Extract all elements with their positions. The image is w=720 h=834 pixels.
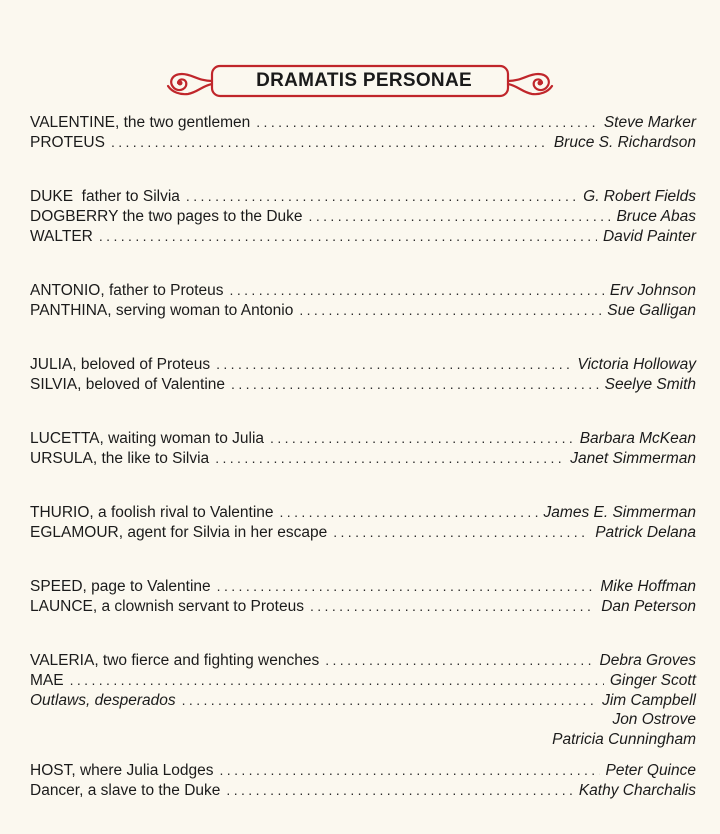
cast-row bbox=[30, 132, 696, 152]
dot-leader bbox=[226, 780, 572, 800]
actor-name: Jon Ostrove bbox=[612, 711, 696, 728]
role-name: HOST, where Julia Lodges bbox=[30, 762, 214, 779]
role-name: PROTEUS bbox=[30, 134, 105, 151]
dot-leader bbox=[186, 186, 577, 206]
dot-leader bbox=[230, 280, 604, 300]
title-banner bbox=[0, 62, 720, 102]
actor-name: Seelye Smith bbox=[604, 376, 696, 393]
cast-group bbox=[30, 112, 696, 152]
role-name: ANTONIO, father to Proteus bbox=[30, 282, 224, 299]
dot-leader bbox=[220, 760, 600, 780]
actor-name: Bruce S. Richardson bbox=[553, 134, 696, 151]
cast-row bbox=[30, 428, 696, 448]
role-name: URSULA, the like to Silvia bbox=[30, 450, 210, 467]
cast-row bbox=[30, 354, 696, 374]
cast-row bbox=[30, 206, 696, 226]
dot-leader bbox=[325, 650, 593, 670]
cast-group bbox=[30, 428, 696, 468]
cast-row bbox=[30, 374, 696, 394]
actor-name: Steve Marker bbox=[603, 114, 696, 131]
cast-group bbox=[30, 650, 696, 750]
page-title: DRAMATIS PERSONAE bbox=[256, 70, 472, 91]
actor-name: Peter Quince bbox=[605, 762, 696, 779]
cast-row bbox=[30, 576, 696, 596]
dot-leader bbox=[231, 374, 599, 394]
cast-row bbox=[30, 186, 696, 206]
role-name: JULIA, beloved of Proteus bbox=[30, 356, 211, 373]
actor-name: Barbara McKean bbox=[579, 430, 696, 447]
cast-group bbox=[30, 502, 696, 542]
dot-leader bbox=[216, 354, 571, 374]
role-name: SPEED, page to Valentine bbox=[30, 578, 211, 595]
dot-leader bbox=[310, 596, 595, 616]
role-name: SILVIA, beloved of Valentine bbox=[30, 376, 226, 393]
cast-row bbox=[30, 522, 696, 542]
cast-row bbox=[30, 300, 696, 320]
actor-name: Patrick Delana bbox=[595, 524, 696, 541]
actor-name: Debra Groves bbox=[599, 652, 696, 669]
actor-name: Ginger Scott bbox=[609, 672, 696, 689]
role-name: EGLAMOUR, agent for Silvia in her escape bbox=[30, 524, 328, 541]
cast-row bbox=[30, 690, 696, 710]
role-name: DOGBERRY the two pages to the Duke bbox=[30, 208, 303, 225]
role-name: VALERIA, two fierce and fighting wenches bbox=[30, 652, 320, 669]
cast-row bbox=[30, 760, 696, 780]
actor-name: Jim Campbell bbox=[602, 692, 696, 709]
cast-row bbox=[30, 112, 696, 132]
cast-group bbox=[30, 760, 696, 800]
role-name: DUKE father to Silvia bbox=[30, 188, 180, 205]
role-name: MAE bbox=[30, 672, 64, 689]
cast-row bbox=[30, 670, 696, 690]
actor-name: Mike Hoffman bbox=[600, 578, 696, 595]
actor-name: James E. Simmerman bbox=[543, 504, 696, 521]
dot-leader bbox=[280, 502, 538, 522]
cast-group bbox=[30, 354, 696, 394]
dot-leader bbox=[215, 448, 564, 468]
actor-name: David Painter bbox=[602, 228, 696, 245]
actor-name: Kathy Charchalis bbox=[578, 782, 696, 799]
role-name: LAUNCE, a clownish servant to Proteus bbox=[30, 598, 304, 615]
actor-name: Patricia Cunningham bbox=[552, 731, 696, 748]
cast-row bbox=[30, 780, 696, 800]
dot-leader bbox=[299, 300, 601, 320]
role-name: LUCETTA, waiting woman to Julia bbox=[30, 430, 265, 447]
actor-name: Erv Johnson bbox=[609, 282, 696, 299]
role-name: WALTER bbox=[30, 228, 93, 245]
dot-leader bbox=[217, 576, 595, 596]
actor-name: Sue Galligan bbox=[607, 302, 696, 319]
role-name: Dancer, a slave to the Duke bbox=[30, 782, 221, 799]
cast-row bbox=[30, 596, 696, 616]
actor-name: Bruce Abas bbox=[616, 208, 696, 225]
actor-name: G. Robert Fields bbox=[583, 188, 696, 205]
cast-group bbox=[30, 186, 696, 246]
dot-leader bbox=[70, 670, 604, 690]
cast-row bbox=[30, 448, 696, 468]
actor-name: Victoria Holloway bbox=[577, 356, 696, 373]
dot-leader bbox=[309, 206, 611, 226]
dot-leader bbox=[111, 132, 548, 152]
role-name: Outlaws, desperados bbox=[30, 692, 176, 709]
dot-leader bbox=[256, 112, 598, 132]
cast-list bbox=[30, 112, 696, 834]
actor-name: Dan Peterson bbox=[601, 598, 696, 615]
role-name: THURIO, a foolish rival to Valentine bbox=[30, 504, 274, 521]
cast-group bbox=[30, 280, 696, 320]
cast-row bbox=[30, 650, 696, 670]
dot-leader bbox=[333, 522, 589, 542]
actor-name: Janet Simmerman bbox=[570, 450, 696, 467]
cast-row bbox=[30, 226, 696, 246]
cast-row-continuation bbox=[30, 730, 696, 750]
role-name: VALENTINE, the two gentlemen bbox=[30, 114, 251, 131]
dot-leader bbox=[99, 226, 597, 246]
role-name: PANTHINA, serving woman to Antonio bbox=[30, 302, 294, 319]
cast-row bbox=[30, 280, 696, 300]
cast-row bbox=[30, 502, 696, 522]
cast-row-continuation bbox=[30, 710, 696, 730]
cast-group bbox=[30, 576, 696, 616]
dot-leader bbox=[270, 428, 574, 448]
dot-leader bbox=[182, 690, 597, 710]
